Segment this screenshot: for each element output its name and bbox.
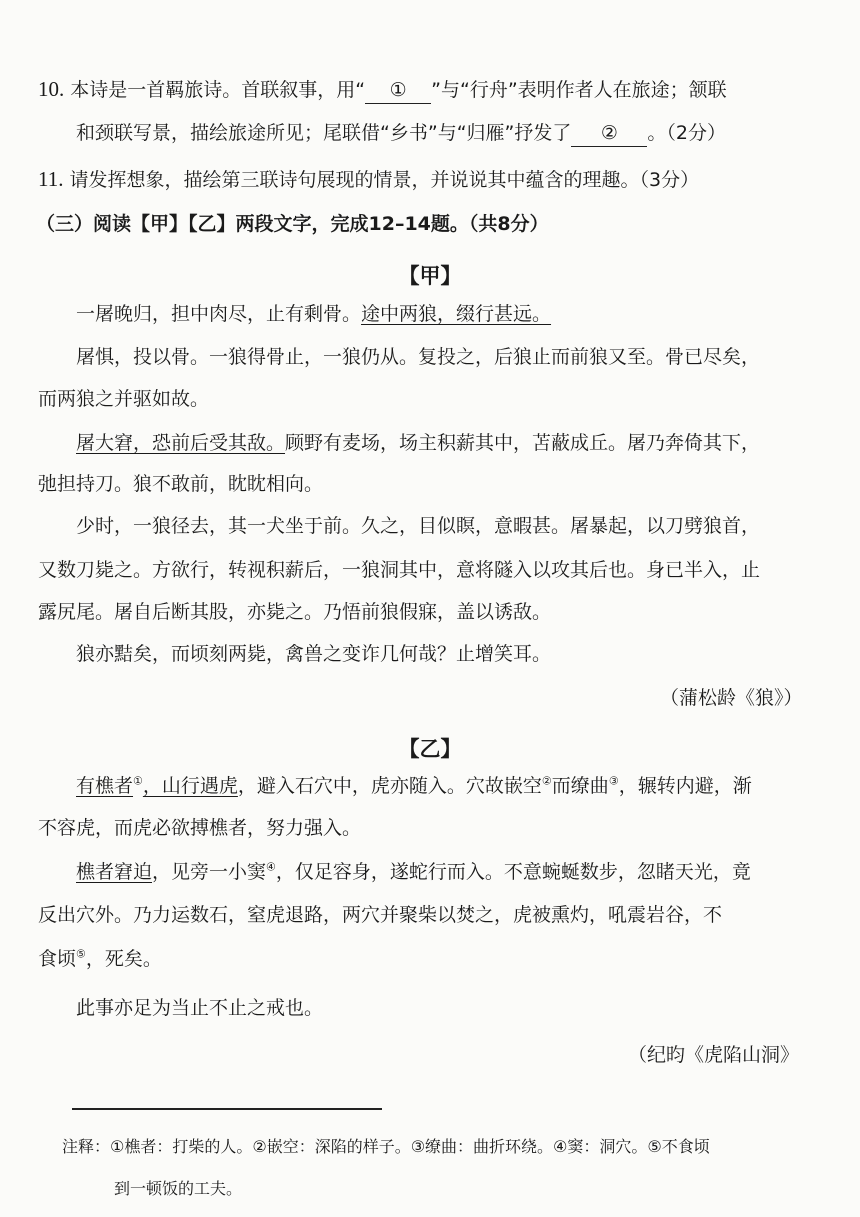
passage-text: 露尻尾。屠自后断其股，亦毙之。乃悟前狼假寐，盖以诱敌。 bbox=[38, 601, 552, 623]
jia-paragraph-2-line-2 bbox=[38, 386, 209, 412]
passage-text: 又数刀毙之。方欲行，转视积薪后，一狼洞其中，意将隧入以攻其后也。身已半入，止 bbox=[38, 559, 761, 581]
underlined-sentence: 屠大窘，恐前后受其敌。 bbox=[76, 432, 286, 454]
question-text: 请发挥想象，描绘第三联诗句展现的情景，并说说其中蕴含的理趣。（3分） bbox=[69, 169, 700, 191]
yi-paragraph-2-line-3 bbox=[38, 946, 162, 972]
question-10-line-2 bbox=[76, 120, 726, 147]
passage-text: ，辗转内避，渐 bbox=[618, 775, 752, 797]
yi-paragraph-1-line-2 bbox=[38, 815, 361, 841]
question-number: 11. bbox=[38, 167, 64, 191]
passage-text: 而缭曲 bbox=[551, 775, 609, 797]
footnote-marker: ⑤ bbox=[76, 947, 86, 961]
answer-blank-2[interactable]: ② bbox=[571, 120, 647, 147]
yi-paragraph-2-line-2 bbox=[38, 902, 722, 928]
passage-text: ，死矣。 bbox=[85, 948, 162, 970]
underlined-sentence: 有樵者 bbox=[76, 775, 134, 797]
footnote-divider bbox=[72, 1108, 382, 1110]
underlined-sentence: 樵者窘迫 bbox=[76, 861, 153, 883]
passage-text: 此事亦足为当止不止之戒也。 bbox=[76, 997, 324, 1019]
passage-text: 屠惧，投以骨。一狼得骨止，一狼仍从。复投之，后狼止而前狼又至。骨已尽矣， bbox=[76, 346, 761, 368]
passage-text: ，仅足容身，遂蛇行而入。不意蜿蜒数步，忽睹天光，竟 bbox=[275, 861, 751, 883]
answer-blank-1[interactable]: ① bbox=[365, 77, 431, 104]
passage-text: 而两狼之并驱如故。 bbox=[38, 388, 210, 410]
jia-paragraph-4-line-2 bbox=[38, 557, 760, 583]
footnote-marker: ③ bbox=[608, 774, 619, 788]
passage-text: 狼亦黠矣，而顷刻两毙，禽兽之变诈几何哉？止增笑耳。 bbox=[76, 643, 552, 665]
passage-text: 少时，一狼径去，其一犬坐于前。久之，目似瞑，意暇甚。屠暴起，以刀劈狼首， bbox=[76, 515, 761, 537]
question-text: 本诗是一首羁旅诗。首联叙事，用“ bbox=[70, 79, 366, 101]
jia-paragraph-1 bbox=[76, 301, 551, 327]
jia-paragraph-2-line-1 bbox=[76, 344, 760, 370]
question-11 bbox=[38, 166, 699, 193]
underlined-sentence: ，山行遇虎 bbox=[142, 775, 238, 797]
question-text: 。（2分） bbox=[647, 122, 726, 144]
question-number: 10. bbox=[38, 77, 65, 101]
jia-source: （蒲松龄《狼》） bbox=[660, 687, 803, 709]
question-text: ”与“行舟”表明作者人在旅途；颔联 bbox=[431, 79, 727, 101]
underlined-sentence: 途中两狼，缀行甚远。 bbox=[361, 303, 552, 325]
passage-text: 弛担持刀。狼不敢前，眈眈相向。 bbox=[38, 473, 324, 495]
footnote-text: 到一顿饭的工夫。 bbox=[114, 1179, 243, 1198]
passage-text: 不容虎，而虎必欲搏樵者，努力强入。 bbox=[38, 817, 362, 839]
passage-yi-title: 【乙】 bbox=[398, 736, 462, 761]
passage-text: 一屠晚归，担中肉尽，止有剩骨。 bbox=[76, 303, 362, 325]
yi-paragraph-1-line-1 bbox=[76, 773, 752, 799]
question-10-line-1 bbox=[38, 76, 727, 104]
section-heading bbox=[36, 211, 549, 237]
footnote-text: 注释：①樵者：打柴的人。②嵌空：深陷的样子。③缭曲：曲折环绕。④窦：洞穴。⑤不食顷 bbox=[62, 1137, 710, 1156]
footnote-marker: ④ bbox=[266, 860, 276, 874]
passage-text: 反出穴外。乃力运数石，窒虎退路，两穴并聚柴以焚之，虎被熏灼，吼震岩谷，不 bbox=[38, 904, 723, 926]
jia-paragraph-5 bbox=[76, 641, 551, 667]
passage-text: ，避入石穴中，虎亦随入。穴故嵌空 bbox=[237, 775, 542, 797]
passage-text: 顾野有麦场，场主积薪其中，苫蔽成丘。屠乃奔倚其下， bbox=[285, 432, 761, 454]
passage-jia-title: 【甲】 bbox=[398, 263, 462, 288]
yi-source: （纪昀《虎陷山洞》 bbox=[628, 1044, 800, 1066]
jia-paragraph-4-line-3 bbox=[38, 599, 551, 625]
footnote-marker: ① bbox=[133, 774, 143, 788]
question-text: 和颈联写景，描绘旅途所见；尾联借“乡书”与“归雁”抒发了 bbox=[76, 122, 572, 144]
passage-text: ，见旁一小窦 bbox=[152, 861, 267, 883]
yi-paragraph-3 bbox=[76, 995, 323, 1021]
footnote-line-1 bbox=[62, 1134, 710, 1160]
jia-paragraph-3-line-2 bbox=[38, 471, 323, 497]
passage-text: 食顷 bbox=[38, 948, 77, 970]
footnote-marker: ② bbox=[541, 774, 552, 788]
section-heading-text: （三）阅读【甲】【乙】两段文字，完成12–14题。（共8分） bbox=[36, 213, 549, 235]
footnote-line-2 bbox=[114, 1176, 242, 1202]
yi-paragraph-2-line-1 bbox=[76, 859, 751, 885]
jia-paragraph-3-line-1 bbox=[76, 430, 760, 456]
jia-paragraph-4-line-1 bbox=[76, 513, 760, 539]
